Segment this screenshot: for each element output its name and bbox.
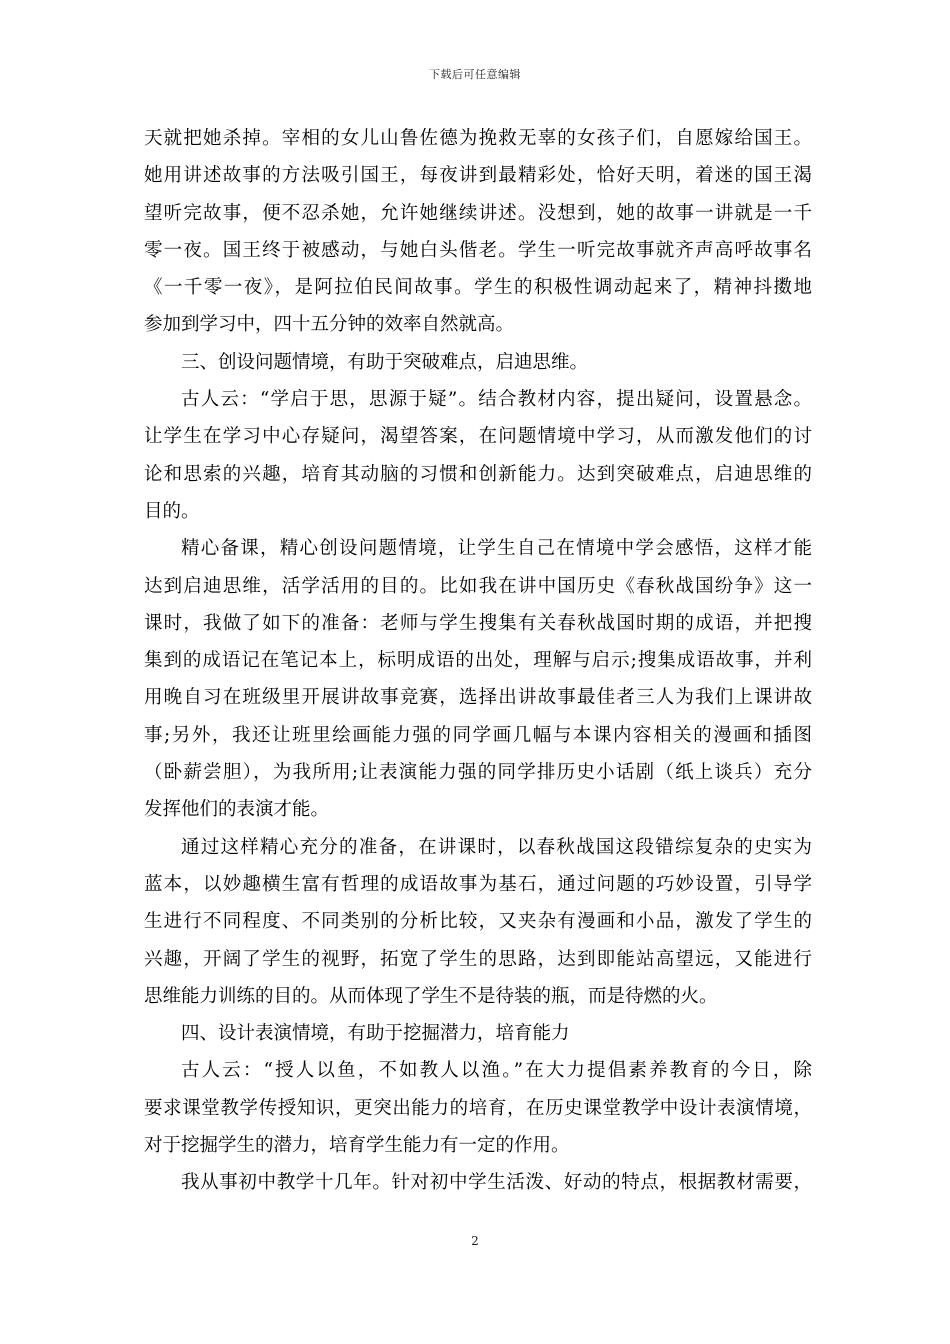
text-line: 零一夜。国王终于被感动，与她白头偕老。学生一听完故事就齐声高呼故事名: [144, 239, 812, 261]
page-header: 下载后可任意编辑: [429, 68, 521, 81]
text-line: 目的。: [144, 500, 200, 522]
text-line: 望听完故事，便不忍杀她，允许她继续讲述。没想到，她的故事一讲就是一千: [144, 202, 812, 224]
text-line: 课时，我做了如下的准备：老师与学生搜集有关春秋战国时期的成语，并把搜: [144, 612, 812, 634]
section-heading: 四、设计表演情境，有助于挖掘潜力，培育能力: [181, 1023, 570, 1045]
page-number: 2: [471, 1234, 479, 1248]
text-line: 事;另外，我还让班里绘画能力强的同学画几幅与本课内容相关的漫画和插图: [144, 724, 812, 746]
text-line: 生进行不同程度、不同类别的分析比较，又夹杂有漫画和小品，激发了学生的: [144, 911, 812, 933]
text-line: 蓝本，以妙趣横生富有哲理的成语故事为基石，通过问题的巧妙设置，引导学: [144, 873, 812, 895]
text-line: 集到的成语记在笔记本上，标明成语的出处，理解与启示;搜集成语故事，并利: [144, 650, 812, 672]
text-line: 古人云：“学启于思，思源于疑”。结合教材内容，提出疑问，设置悬念。: [181, 389, 812, 411]
text-line: 天就把她杀掉。宰相的女儿山鲁佐德为挽救无辜的女孩子们，自愿嫁给国王。: [144, 128, 812, 149]
text-line: 她用讲述故事的方法吸引国王，每夜讲到最精彩处，恰好天明，着迷的国王渴: [144, 165, 812, 187]
document-body: [144, 120, 812, 1202]
text-line: 用晚自习在班级里开展讲故事竞赛，选择出讲故事最佳者三人为我们上课讲故: [144, 687, 812, 709]
text-line: 对于挖掘学生的潜力，培育学生能力有一定的作用。: [144, 1135, 570, 1157]
text-line: （卧薪尝胆），为我所用;让表演能力强的同学排历史小话剧（纸上谈兵）充分: [144, 762, 812, 784]
section-heading: 三、创设问题情境，有助于突破难点，启迪思维。: [181, 351, 589, 373]
text-line: 要求课堂教学传授知识，更突出能力的培育，在历史课堂教学中设计表演情境，: [144, 1097, 812, 1119]
text-line: 发挥他们的表演才能。: [144, 799, 330, 821]
text-line: 我从事初中教学十几年。针对初中学生活泼、好动的特点，根据教材需要，: [181, 1172, 812, 1194]
text-line: 通过这样精心充分的准备，在讲课时，以春秋战国这段错综复杂的史实为: [181, 836, 812, 858]
text-line: 论和思索的兴趣，培育其动脑的习惯和创新能力。达到突破难点，启迪思维的: [144, 463, 812, 485]
text-line: 让学生在学习中心存疑问，渴望答案，在问题情境中学习，从而激发他们的讨: [144, 426, 812, 448]
text-line: 兴趣，开阔了学生的视野，拓宽了学生的思路，达到即能站高望远，又能进行: [144, 948, 812, 970]
text-line: 古人云：“授人以鱼，不如教人以渔。”在大力提倡素养教育的今日，除: [181, 1060, 812, 1082]
text-line: 达到启迪思维，活学活用的目的。比如我在讲中国历史《春秋战国纷争》这一: [144, 575, 812, 597]
text-line: 参加到学习中，四十五分钟的效率自然就高。: [144, 314, 515, 336]
text-line: 《一千零一夜》，是阿拉伯民间故事。学生的积极性调动起来了，精神抖擞地: [144, 277, 812, 299]
text-line: 思维能力训练的目的。从而体现了学生不是待装的瓶，而是待燃的火。: [144, 985, 718, 1007]
text-line: 精心备课，精心创设问题情境，让学生自己在情境中学会感悟，这样才能: [181, 538, 812, 560]
